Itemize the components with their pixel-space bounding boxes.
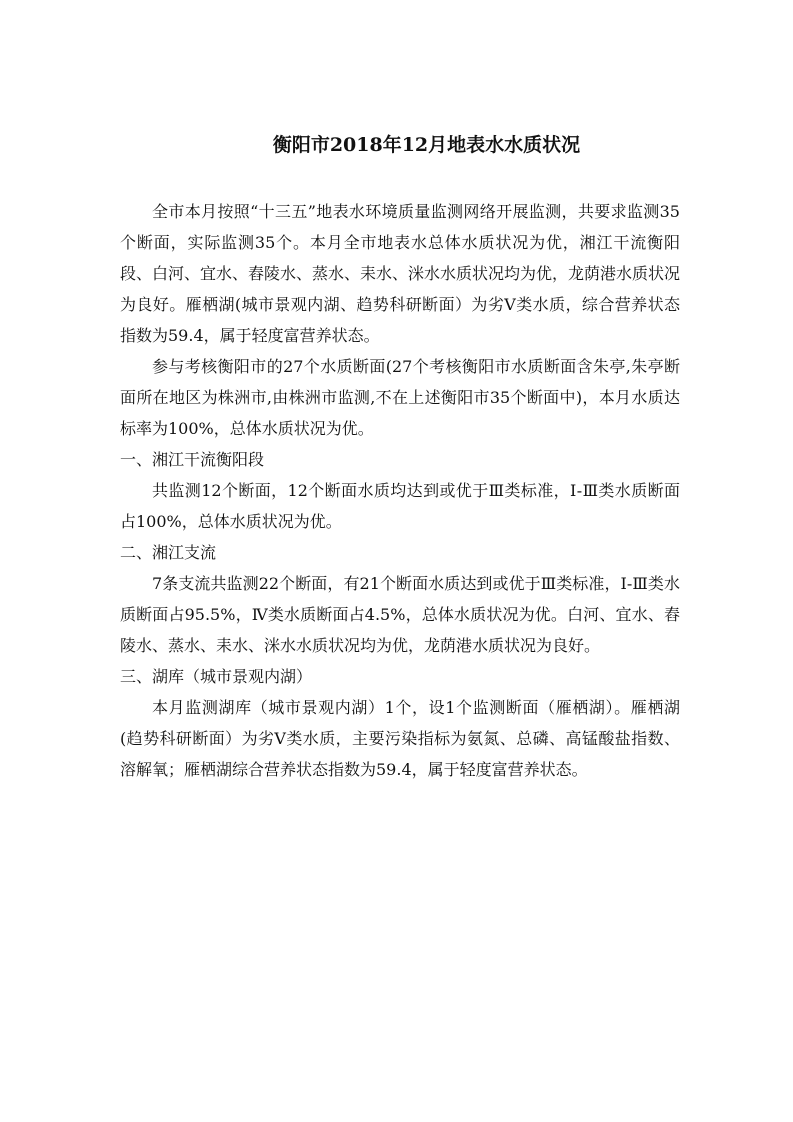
section-heading-lakes: 三、湖库（城市景观内湖） xyxy=(120,667,313,686)
section-body-mainstream: 共监测12个断面，12个断面水质均达到或优于Ⅲ类标准，Ⅰ-Ⅲ类水质断面占100%，总体水质状况为优。 xyxy=(120,481,680,531)
section-body-tributaries: 7条支流共监测22个断面，有21个断面水质达到或优于Ⅲ类标准，Ⅰ-Ⅲ类水质断面占95.5%，Ⅳ类水质断面占4.5%，总体水质状况为优。白河、宜水、舂陵水、蒸水、耒水、洣水水质状况均为优，龙荫港水质状况为良好。 xyxy=(120,574,680,655)
section-heading-mainstream: 一、湘江干流衡阳段 xyxy=(120,450,265,469)
section-body-lakes: 本月监测湖库（城市景观内湖）1个，设1个监测断面（雁栖湖）。雁栖湖(趋势科研断面）为劣Ⅴ类水质，主要污染指标为氨氮、总磷、高锰酸盐指数、溶解氧；雁栖湖综合营养状态指数为59.4，属于轻度富营养状态。 xyxy=(120,698,680,779)
document-body xyxy=(120,196,680,785)
section-heading-tributaries: 二、湘江支流 xyxy=(120,543,217,562)
assessment-paragraph: 参与考核衡阳市的27个水质断面(27个考核衡阳市水质断面含朱亭,朱亭断面所在地区为株洲市,由株洲市监测,不在上述衡阳市35个断面中)，本月水质达标率为100%，总体水质状况为优。 xyxy=(120,357,680,438)
document-title: 衡阳市2018年12月地表水水质状况 xyxy=(272,134,581,156)
intro-paragraph: 全市本月按照“十三五”地表水环境质量监测网络开展监测，共要求监测35个断面，实际监测35个。本月全市地表水总体水质状况为优，湘江干流衡阳段、白河、宜水、舂陵水、蒸水、耒水、洣水水质状况均为优，龙荫港水质状况为良好。雁栖湖(城市景观内湖、趋势科研断面）为劣Ⅴ类水质，综合营养状态指数为59.4，属于轻度富营养状态。 xyxy=(120,202,681,345)
